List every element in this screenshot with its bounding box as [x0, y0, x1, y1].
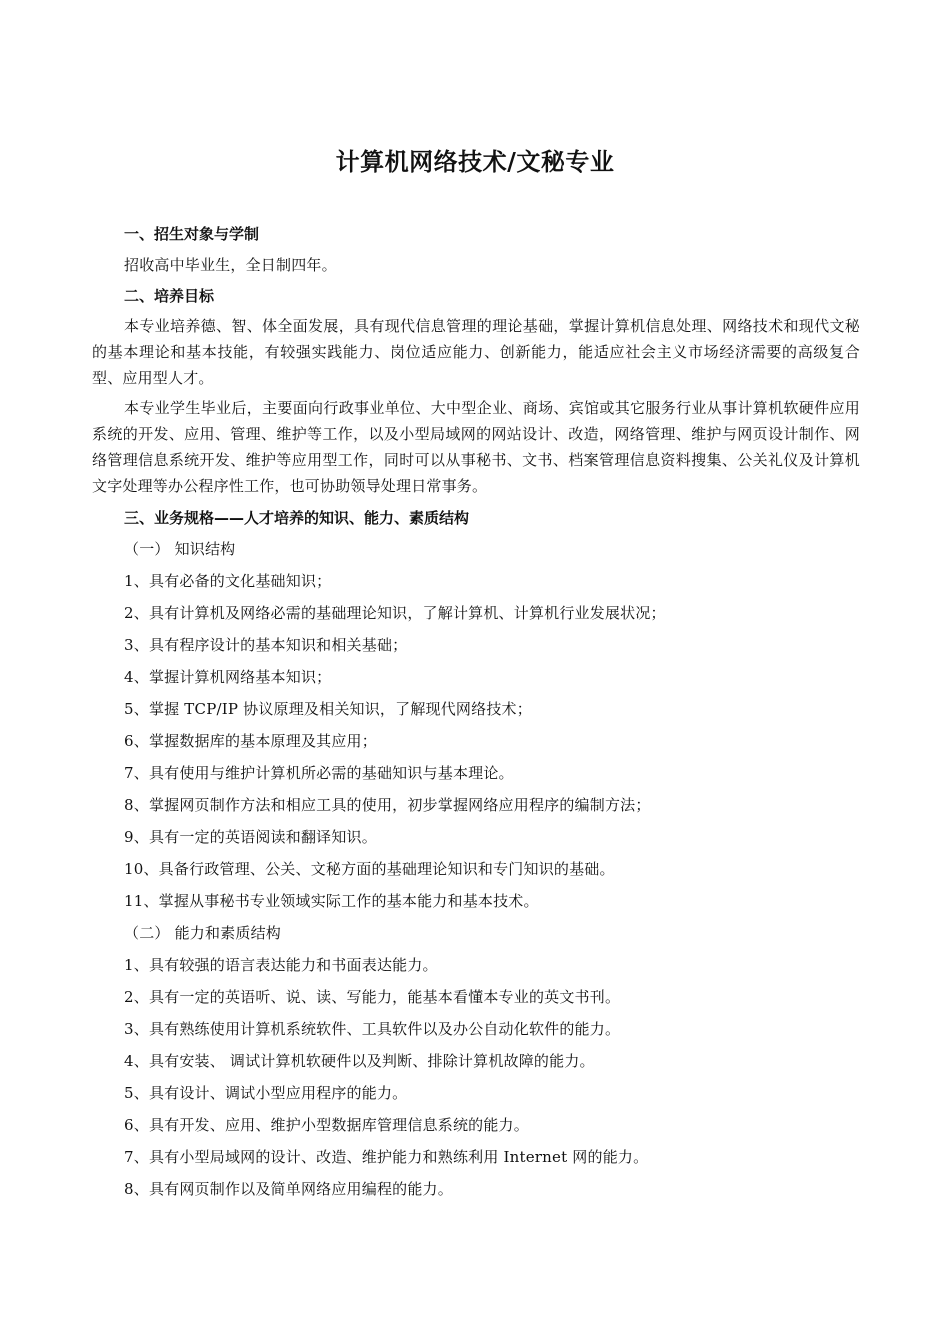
knowledge-item: 2、具有计算机及网络必需的基础理论知识，了解计算机、计算机行业发展状况； [124, 604, 666, 622]
ability-item: 2、具有一定的英语听、说、读、写能力，能基本看懂本专业的英文书刊。 [124, 988, 621, 1006]
ability-item: 7、具有小型局域网的设计、改造、维护能力和熟练利用 Internet 网的能力。 [124, 1148, 649, 1166]
knowledge-item: 10、具备行政管理、公关、文秘方面的基础理论知识和专门知识的基础。 [124, 860, 615, 878]
ability-item: 3、具有熟练使用计算机系统软件、工具软件以及办公自动化软件的能力。 [124, 1020, 621, 1038]
knowledge-item: 8、掌握网页制作方法和相应工具的使用，初步掌握网络应用程序的编制方法； [124, 796, 651, 814]
knowledge-item: 7、具有使用与维护计算机所必需的基础知识与基本理论。 [124, 764, 514, 782]
section-heading-enrollment: 一、招生对象与学制 [124, 225, 260, 243]
subsection-heading-ability: （二） 能力和素质结构 [124, 924, 281, 942]
knowledge-item: 3、具有程序设计的基本知识和相关基础； [124, 636, 408, 654]
knowledge-item: 6、掌握数据库的基本原理及其应用； [124, 732, 377, 750]
ability-item: 4、具有安装、 调试计算机软硬件以及判断、排除计算机故障的能力。 [124, 1052, 595, 1070]
knowledge-item: 11、掌握从事秘书专业领域实际工作的基本能力和基本技术。 [124, 892, 539, 910]
page-title: 计算机网络技术/文秘专业 [335, 147, 615, 176]
section-heading-specifications: 三、业务规格——人才培养的知识、能力、素质结构 [124, 509, 470, 527]
ability-item: 5、具有设计、调试小型应用程序的能力。 [124, 1084, 408, 1102]
section-heading-objectives: 二、培养目标 [124, 287, 215, 305]
ability-item: 8、具有网页制作以及简单网络应用编程的能力。 [124, 1180, 453, 1198]
objectives-paragraph: 本专业培养德、智、体全面发展，具有现代信息管理的理论基础，掌握计算机信息处理、网络技术和现代文秘的基本理论和基本技能，有较强实践能力、岗位适应能力、创新能力，能适应社会主义市场经济需要的高级复合型、应用型人才。 [92, 317, 860, 387]
ability-item: 1、具有较强的语言表达能力和书面表达能力。 [124, 956, 438, 974]
knowledge-item: 5、掌握 TCP/IP 协议原理及相关知识，了解现代网络技术； [124, 700, 532, 718]
knowledge-item: 4、掌握计算机网络基本知识； [124, 668, 332, 686]
document-body [92, 219, 860, 1205]
ability-item: 6、具有开发、应用、维护小型数据库管理信息系统的能力。 [124, 1116, 529, 1134]
objectives-paragraph: 本专业学生毕业后，主要面向行政事业单位、大中型企业、商场、宾馆或其它服务行业从事计算机软硬件应用系统的开发、应用、管理、维护等工作，以及小型局域网的网站设计、改造，网络管理、维护与网页设计制作、网络管理信息系统开发、维护等应用型工作，同时可以从事秘书、文书、档案管理信息资料搜集、公关礼仪及计算机文字处理等办公程序性工作，也可协助领导处理日常事务。 [92, 399, 860, 495]
enrollment-text: 招收高中毕业生，全日制四年。 [124, 256, 337, 274]
knowledge-item: 9、具有一定的英语阅读和翻译知识。 [124, 828, 377, 846]
subsection-heading-knowledge: （一） 知识结构 [124, 540, 236, 558]
knowledge-item: 1、具有必备的文化基础知识； [124, 572, 332, 590]
